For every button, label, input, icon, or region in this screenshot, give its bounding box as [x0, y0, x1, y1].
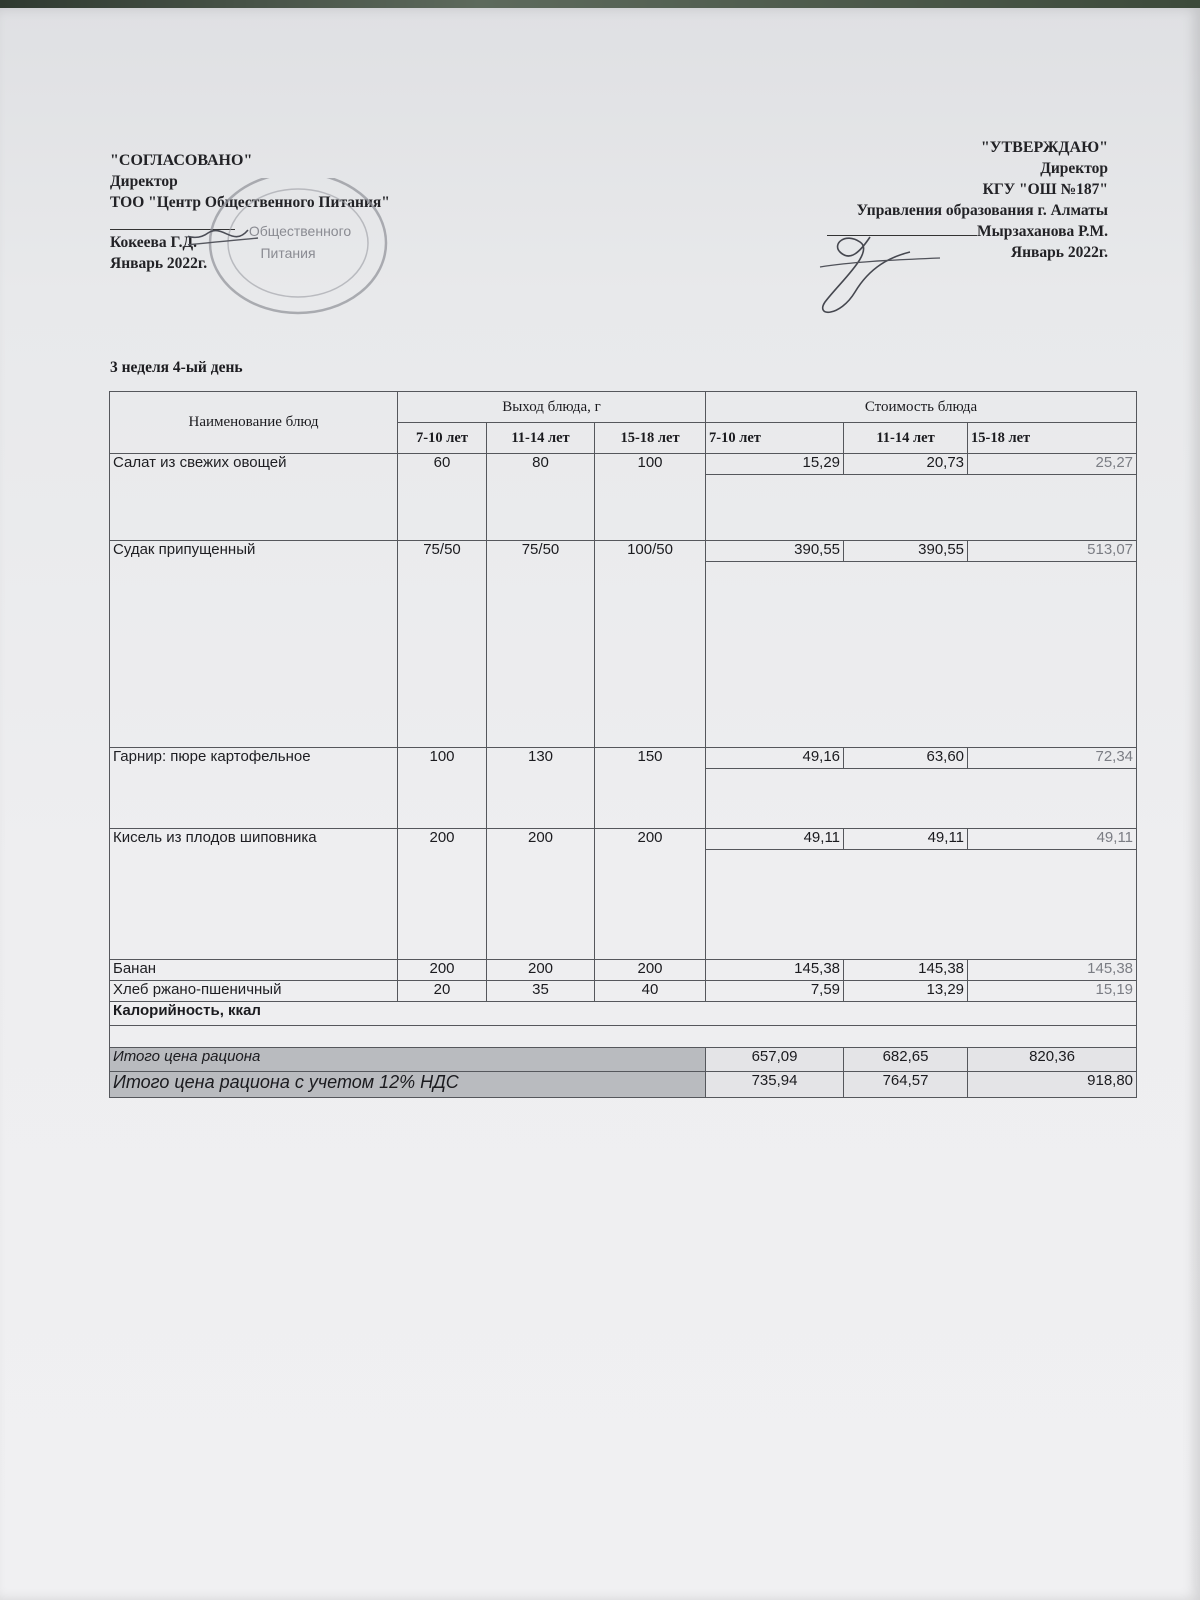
yield-7-10: 60 [398, 454, 487, 541]
approval-left-organization: ТОО "Центр Общественного Питания" [110, 194, 390, 211]
total-7-10: 657,09 [706, 1048, 844, 1072]
calories-row [110, 1002, 1137, 1026]
approval-right-department: Управления образования г. Алматы [856, 202, 1108, 219]
yield-11-14: 80 [487, 454, 595, 541]
yield-7-10: 75/50 [398, 541, 487, 748]
dish-name: Судак припущенный [110, 541, 398, 748]
yield-11-14: 200 [487, 829, 595, 960]
dish-name: Хлеб ржано-пшеничный [110, 981, 398, 1002]
cost-11-14: 13,29 [844, 981, 968, 1002]
header-yield-age-7-10: 7-10 лет [398, 423, 487, 454]
dish-name: Кисель из плодов шиповника [110, 829, 398, 960]
header-yield-group: Выход блюда, г [398, 392, 706, 423]
cost-blank-area [706, 769, 1137, 829]
week-day-label: 3 неделя 4-ый день [110, 359, 243, 376]
total-15-18: 820,36 [968, 1048, 1137, 1072]
total-11-14: 682,65 [844, 1048, 968, 1072]
table-row [110, 829, 1137, 850]
stamp-text-line1: Общественного [248, 223, 352, 239]
yield-7-10: 200 [398, 960, 487, 981]
cost-15-18: 15,19 [968, 981, 1137, 1002]
header-cost-age-15-18: 15-18 лет [968, 423, 1137, 454]
approval-right-date: Январь 2022г. [1010, 244, 1108, 261]
yield-11-14: 200 [487, 960, 595, 981]
cost-7-10: 49,16 [706, 748, 844, 769]
header-yield-age-11-14: 11-14 лет [487, 423, 595, 454]
cost-11-14: 49,11 [844, 829, 968, 850]
table-row [110, 960, 1137, 981]
header-cost-group: Стоимость блюда [706, 392, 1137, 423]
cost-7-10: 7,59 [706, 981, 844, 1002]
menu-table [109, 391, 1137, 1098]
total-vat-row [110, 1072, 1137, 1098]
approval-right-organization: КГУ "ОШ №187" [982, 181, 1108, 198]
approval-left-date: Январь 2022г. [110, 255, 208, 272]
total-row [110, 1048, 1137, 1072]
approval-left-block [110, 150, 390, 274]
table-row [110, 541, 1137, 562]
header-cost-age-11-14: 11-14 лет [844, 423, 968, 454]
yield-15-18: 100 [595, 454, 706, 541]
cost-7-10: 15,29 [706, 454, 844, 475]
yield-7-10: 100 [398, 748, 487, 829]
cost-15-18: 145,38 [968, 960, 1137, 981]
cost-15-18: 513,07 [968, 541, 1137, 562]
approval-right-block [827, 137, 1108, 263]
calories-value-blank [110, 1026, 1137, 1048]
yield-15-18: 200 [595, 960, 706, 981]
yield-15-18: 100/50 [595, 541, 706, 748]
cost-11-14: 145,38 [844, 960, 968, 981]
approval-right-name-row [827, 221, 1108, 242]
header-dish-name: Наименование блюд [110, 392, 398, 454]
total-vat-label: Итого цена рациона с учетом 12% НДС [110, 1072, 706, 1098]
header-cost-age-7-10: 7-10 лет [706, 423, 844, 454]
calories-label: Калорийность, ккал [110, 1002, 1137, 1026]
total-vat-11-14: 764,57 [844, 1072, 968, 1098]
calories-value-row [110, 1026, 1137, 1048]
cost-15-18: 49,11 [968, 829, 1137, 850]
approval-right-title: "УТВЕРЖДАЮ" [980, 139, 1108, 156]
yield-7-10: 20 [398, 981, 487, 1002]
total-vat-15-18: 918,80 [968, 1072, 1137, 1098]
dish-name: Банан [110, 960, 398, 981]
cost-11-14: 390,55 [844, 541, 968, 562]
total-label: Итого цена рациона [110, 1048, 706, 1072]
approval-right-position: Директор [1040, 160, 1108, 177]
table-header-row-1 [110, 392, 1137, 423]
yield-15-18: 150 [595, 748, 706, 829]
approval-left-name: Кокеева Г.Д. [110, 234, 198, 251]
yield-11-14: 130 [487, 748, 595, 829]
table-row [110, 454, 1137, 475]
yield-11-14: 35 [487, 981, 595, 1002]
approval-right-name: Мырзаханова Р.М. [976, 223, 1108, 240]
cost-blank-area [706, 562, 1137, 748]
yield-7-10: 200 [398, 829, 487, 960]
yield-11-14: 75/50 [487, 541, 595, 748]
cost-blank-area [706, 475, 1137, 541]
approval-left-position: Директор [110, 173, 178, 190]
approval-left-title: "СОГЛАСОВАНО" [110, 152, 253, 169]
cost-15-18: 72,34 [968, 748, 1137, 769]
yield-15-18: 200 [595, 829, 706, 960]
cost-11-14: 63,60 [844, 748, 968, 769]
stamp-text-line2: Питания [260, 245, 316, 261]
total-vat-7-10: 735,94 [706, 1072, 844, 1098]
cost-7-10: 145,38 [706, 960, 844, 981]
cost-blank-area [706, 850, 1137, 960]
approval-left-signature-line [110, 213, 235, 230]
cost-7-10: 390,55 [706, 541, 844, 562]
dish-name: Салат из свежих овощей [110, 454, 398, 541]
dish-name: Гарнир: пюре картофельное [110, 748, 398, 829]
table-row [110, 981, 1137, 1002]
cost-11-14: 20,73 [844, 454, 968, 475]
header-yield-age-15-18: 15-18 лет [595, 423, 706, 454]
approval-right-signature-line [827, 221, 977, 236]
cost-15-18: 25,27 [968, 454, 1137, 475]
table-row [110, 748, 1137, 769]
cost-7-10: 49,11 [706, 829, 844, 850]
yield-15-18: 40 [595, 981, 706, 1002]
